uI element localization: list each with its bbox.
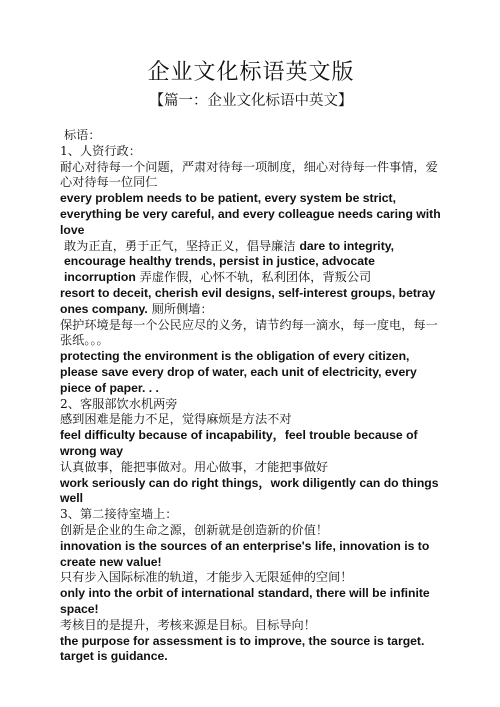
text-line: feel difficulty because of incapability，feel trouble because of wrong way (60, 428, 418, 458)
text-line: protecting the environment is the obligation of every citizen, please save every drop of water, each unit of electricity, every piece of paper. . . (60, 349, 417, 395)
text-line: innovation is the sources of an enterprise's life, innovation is to create new value! (60, 538, 430, 569)
text-line: 保护环境是每一个公民应尽的义务，请节约每一滴水，每一度电，每一张纸。。。 (60, 317, 438, 348)
text-line: every problem needs to be patient, every system be strict, everything be very careful, and every colleague needs caring with love (60, 191, 441, 237)
text-line: 3、第二接待室墙上： (60, 507, 178, 522)
text-line: 感到困难是能力不足，觉得麻烦是方法不对 (60, 412, 292, 427)
text-line: 考核目的是提升，考核来源是目标。目标导向！ (60, 617, 316, 632)
document-subtitle: 【篇一：企业文化标语中英文】 (149, 93, 353, 109)
text-line: 敢为正直，勇于正气，坚持正义，倡导廉洁 dare to integrity, encourage healthy trends, persist in justice, advocate incorruption 弄虚作假，心怀不轨，私利团体，背叛公司 (64, 238, 395, 285)
document-title: 企业文化标语英文版 (147, 60, 355, 85)
text-line: 标语： (64, 128, 101, 142)
text-line: resort to deceit, cherish evil designs, self-interest groups, betray ones company. 厕所侧墙： (60, 285, 436, 316)
text-line: 创新是企业的生命之源，创新就是创造新的价值！ (60, 522, 329, 537)
text-line: only into the orbit of international standard, there will be infinite space! (60, 586, 430, 616)
text-line: 1、人资行政： (60, 143, 141, 158)
text-line: 只有步入国际标准的轨道，才能步入无限延伸的空间！ (60, 570, 353, 585)
document-body (60, 128, 442, 665)
text-line: the purpose for assessment is to improve, the source is target. target is guidance. (60, 633, 425, 664)
text-line: work seriously can do right things，work diligently can do things well (60, 475, 439, 506)
text-line: 2、客服部饮水机两旁 (60, 396, 178, 411)
text-line: 认真做事，能把事做对。用心做事，才能把事做好 (60, 459, 329, 474)
text-line: 耐心对待每一个问题，严肃对待每一项制度，细心对待每一件事情，爱心对待每一位同仁 (60, 159, 438, 190)
